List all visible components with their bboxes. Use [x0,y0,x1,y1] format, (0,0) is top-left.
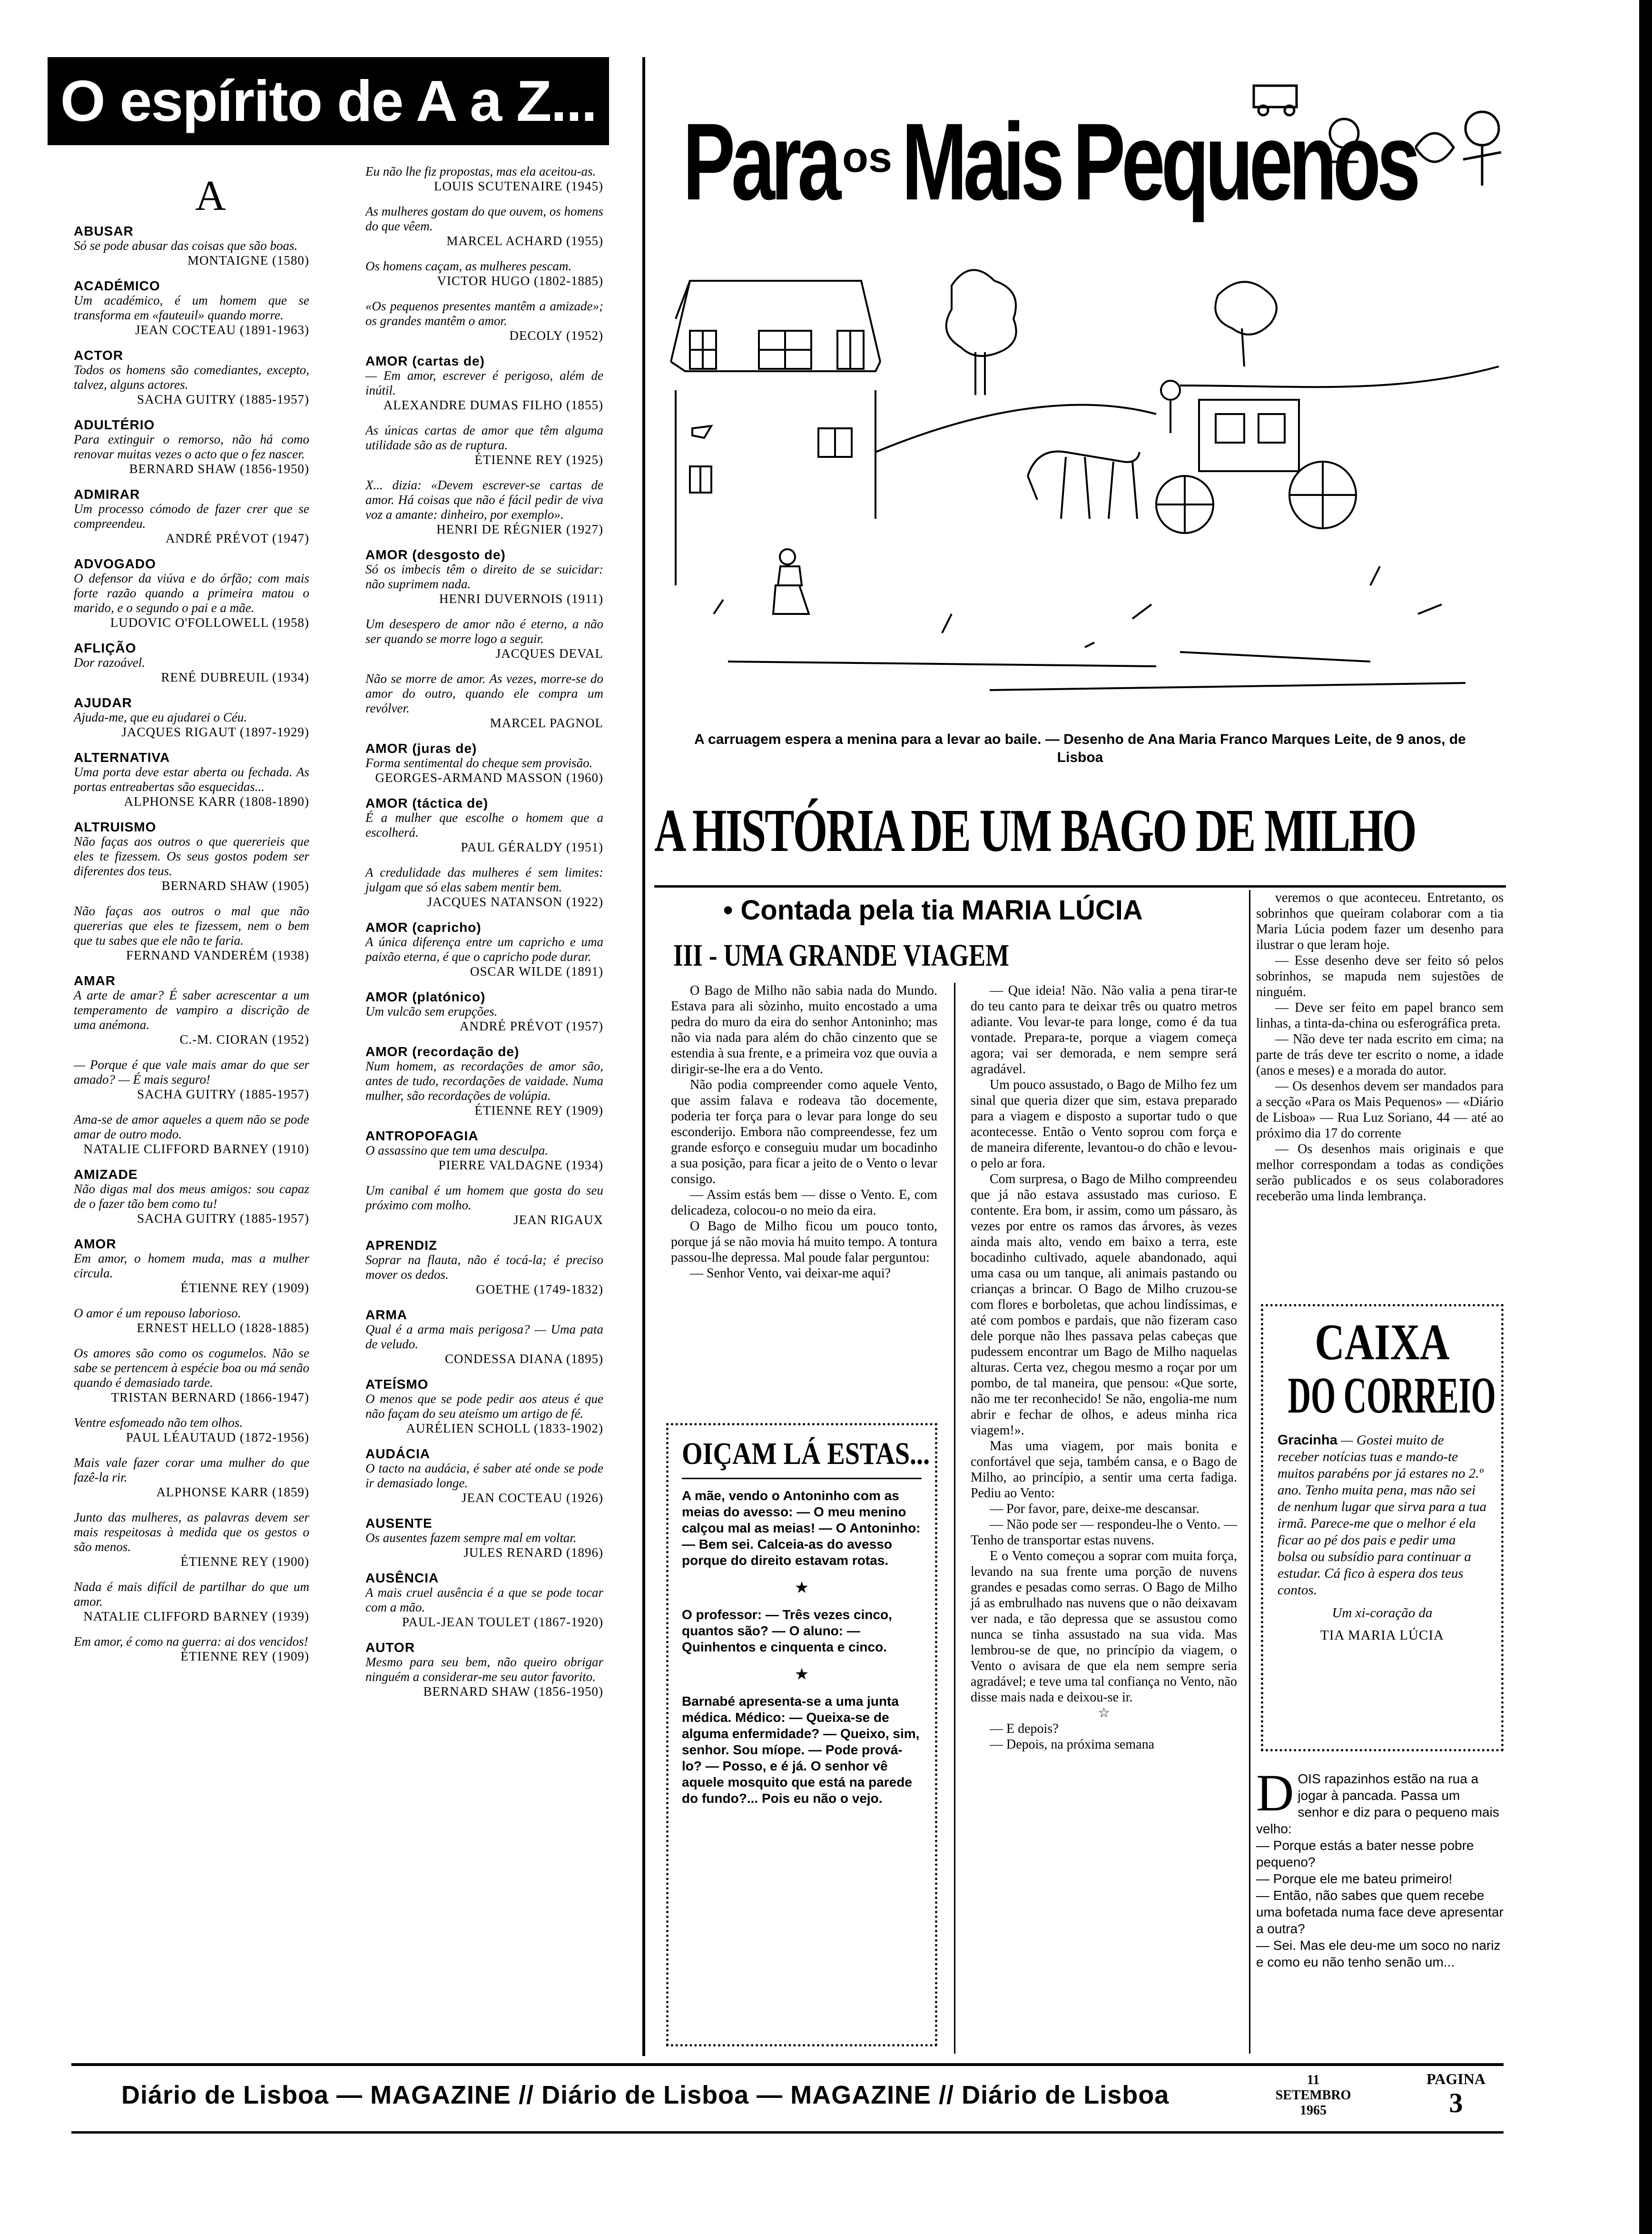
entry-heading: AMOR (juras de) [365,741,477,756]
entry-author: C.-M. CIORAN (1952) [179,1032,309,1047]
mailbox-sign-1: Um xi-coração da [1332,1605,1433,1621]
quote-entry [74,1058,309,1102]
quote-entry [74,278,309,337]
entry-heading: AFLIÇÃO [74,641,137,655]
quote-entry [365,617,603,661]
joke-line: — Porque ele me bateu primeiro! [1256,1871,1453,1886]
entry-quote: O menos que se pode pedir aos ateus é que não façam do seu ateísmo um artigo de fé. [365,1392,603,1421]
quote-entry [74,695,309,740]
quote-entry [74,1112,309,1157]
story-column-c [1256,890,1504,1204]
quote-entry [74,348,309,407]
entry-author: ANDRÉ PRÉVOT (1957) [460,1019,603,1033]
entry-author: ANDRÉ PRÉVOT (1947) [166,531,309,545]
jokes-box [666,1423,937,2046]
footer-year: 1965 [1300,2103,1327,2118]
entry-author: NATALIE CLIFFORD BARNEY (1910) [83,1142,309,1156]
entry-quote: X... dizia: «Devem escrever-se cartas de amor. Há coisas que não é fácil pedir de viva voz a amante: dinheiro, por exemplo». [365,478,603,522]
quote-entry [74,1167,309,1226]
entry-heading: AMAR [74,973,116,988]
quote-entry [74,1236,309,1295]
header-doodle [1216,76,1511,200]
entry-quote: Um canibal é um homem que gosta do seu próximo com molho. [365,1183,603,1212]
entry-heading: ADMIRAR [74,487,140,502]
entry-heading: AMIZADE [74,1167,138,1182]
quote-entry [74,641,309,685]
quote-entry [74,1634,309,1664]
entry-quote: Ama-se de amor aqueles a quem não se pode amar de outro modo. [74,1112,309,1141]
entry-heading: AMOR (recordação de) [365,1044,520,1059]
entry-author: FERNAND VANDERÉM (1938) [126,948,309,962]
entry-author: BERNARD SHAW (1905) [161,879,309,893]
quote-entry [74,1346,309,1405]
entry-author: ALPHONSE KARR (1859) [156,1485,309,1499]
entry-author: JACQUES DEVAL [495,646,603,661]
section-banner: O espírito de A a Z... [48,57,609,145]
entry-quote: Só se pode abusar das coisas que são boas. [74,238,298,253]
entry-author: JACQUES NATANSON (1922) [427,895,603,909]
quote-entry [365,1571,603,1630]
quote-entry [365,1128,603,1173]
header-word-mais: Mais [902,100,1061,223]
footer-date [1266,2073,1361,2118]
entry-quote: Forma sentimental do cheque sem provisão. [365,756,593,770]
quote-entry [74,750,309,809]
header-word-os: os [842,134,893,181]
entry-author: MONTAIGNE (1580) [187,253,309,267]
quote-column-2 [365,164,603,1710]
story-rule [654,885,1506,888]
entry-heading: ALTRUISMO [74,820,157,834]
entry-quote: Dor razoável. [74,655,145,670]
story-paragraph: — Os desenhos mais originais e que melhor correspondam a todas as condições serão publicados e os seus colaboradores receberão uma linda lembrança. [1256,1142,1504,1204]
quote-entry [74,417,309,476]
entry-quote: Não se morre de amor. As vezes, morre-se do amor do outro, quando ele compra um revólver. [365,672,603,715]
entry-quote: Qual é a arma mais perigosa? — Uma pata de veludo. [365,1322,603,1351]
entry-author: ALEXANDRE DUMAS FILHO (1855) [383,398,603,412]
quote-entry [365,299,603,343]
entry-quote: Os amores são como os cogumelos. Não se sabe se pertencem à espécie boa ou má senão quando é demasiado tarde. [74,1346,309,1390]
drawing-caption: A carruagem espera a menina para a levar ao baile. — Desenho de Ana Maria Franco Marques Leite, de 9 anos, de Lisboa [694,731,1466,765]
quote-entry [365,164,603,194]
quote-entry [74,487,309,546]
entry-author: DECOLY (1952) [509,328,603,343]
child-drawing [657,252,1504,723]
entry-author: JACQUES RIGAUT (1897-1929) [121,725,309,739]
entry-heading: AMOR (desgosto de) [365,547,506,562]
quote-entry [365,920,603,979]
quote-entry [365,259,603,288]
entry-quote: Soprar na flauta, não é tocá-la; é preciso mover os dedos. [365,1253,603,1282]
entry-author: CONDESSA DIANA (1895) [444,1352,603,1366]
entry-heading: AMOR (platónico) [365,989,486,1004]
quote-entry [365,354,603,413]
mailbox-box [1261,1304,1504,1751]
section-letter: A [195,172,226,219]
entry-quote: Todos os homens são comediantes, excepto, talvez, alguns actores. [74,363,309,392]
quote-entry [365,1307,603,1366]
entry-author: JEAN COCTEAU (1891-1963) [135,323,309,337]
story-paragraph: Mas uma viagem, por mais bonita e confortável que seja, também cansa, e o Bago de Milho, ao princípio, a sentir uma certa fadiga. Pediu ao Vento: [971,1439,1237,1501]
quote-entry [365,204,603,248]
story-paragraph: — Os desenhos devem ser mandados para a secção «Para os Mais Pequenos» — «Diário de Lisboa» — Rua Luz Soriano, 44 — até ao próximo dia 17 do corrente [1256,1079,1504,1141]
page-edge [1639,0,1652,2234]
entry-heading: AUDÁCIA [365,1446,431,1461]
story-paragraph: O Bago de Milho ficou um pouco tonto, porque já se não movia há muito tempo. A tontura passou-lhe depressa. Mal poude falar perguntou: [671,1219,937,1265]
entry-quote: Em amor, é como na guerra: ai dos vencidos! [74,1634,308,1649]
entry-heading: AUTOR [365,1640,415,1655]
entry-heading: ANTROPOFAGIA [365,1128,479,1143]
footer-masthead: Diário de Lisboa — MAGAZINE // Diário de Lisboa — MAGAZINE // Diário de Lisboa [121,2081,1170,2109]
entry-heading: AUSENTE [365,1516,433,1531]
quote-entry [365,1516,603,1560]
story-paragraph: ☆ [1098,1706,1110,1720]
mailbox-title-2: DO CORREIO [1288,1367,1496,1424]
entry-heading: AJUDAR [74,695,132,710]
entry-author: MARCEL PAGNOL [490,716,603,730]
header-word-pequenos: Pequenos [1073,100,1417,223]
entry-quote: Um académico, é um homem que se transforma em «fauteuil» quando morre. [74,293,309,322]
entry-heading: AMOR (capricho) [365,920,482,935]
entry-author: ÉTIENNE REY (1900) [180,1554,309,1569]
joke-line: — Sei. Mas ele deu-me um soco no nariz e como eu não tenho senão um... [1256,1938,1501,1969]
footer-bottom-rule [71,2131,1504,2134]
entry-author: LUDOVIC O'FOLLOWELL (1958) [110,615,309,630]
quote-entry [365,1183,603,1227]
joke-line: — Então, não sabes que quem recebe uma bofetada numa face deve apresentar a outra? [1256,1888,1504,1936]
footer-top-rule [71,2063,1504,2066]
quote-entry [74,1306,309,1335]
entry-author: PAUL-JEAN TOULET (1867-1920) [402,1615,603,1629]
entry-author: ÉTIENNE REY (1909) [180,1281,309,1295]
story-byline: • Contada pela tia MARIA LÚCIA [723,895,1143,926]
entry-quote: Um vulcão sem erupções. [365,1004,498,1018]
story-paragraph: Não podia compreender como aquele Vento, que assim falava e rodeava tão docemente, poderia ter força para o levar para longe do seu esconderijo. Embora não compreendesse, fez um grande esforço e conseguiu mudar um bocadinho a sua posição, para ficar a jeito de o Vento o levar consigo. [671,1077,937,1186]
entry-quote: Não digas mal dos meus amigos: sou capaz de o fazer tão bem como tu! [74,1182,309,1211]
entry-author: ALPHONSE KARR (1808-1890) [124,794,309,809]
entry-heading: APRENDIZ [365,1238,438,1253]
entry-quote: Só os imbecis têm o direito de se suicidar: não suprimem nada. [365,562,603,591]
entry-author: PIERRE VALDAGNE (1934) [438,1158,603,1172]
entry-author: JEAN COCTEAU (1926) [462,1491,603,1505]
entry-heading: ACADÉMICO [74,278,160,293]
entry-author: SACHA GUITRY (1885-1957) [137,1211,309,1226]
quote-entry [365,865,603,909]
entry-heading: AMOR [74,1236,117,1251]
entry-quote: As mulheres gostam do que ouvem, os homens do que vêem. [365,204,603,233]
story-divider [954,983,955,2054]
entry-quote: Mesmo para seu bem, não queiro obrigar ninguém a considerar-me seu autor favorito. [365,1655,603,1684]
entry-quote: O defensor da viúva e do órfão; com mais forte razão quando a primeira matou o marido, e o segundo o pai e a mãe. [74,571,309,615]
joke-1: A mãe, vendo o Antoninho com as meias do avesso: — O meu menino calçou mal as meias! — O Antoninho: — Bem sei. Calceia-as do avesso porque do direito estavam rotas. [682,1488,921,1568]
entry-author: VICTOR HUGO (1802-1885) [437,274,603,288]
footer-page-number: 3 [1449,2087,1463,2118]
entry-author: ÉTIENNE REY (1909) [474,1103,603,1117]
entry-heading: AUSÊNCIA [365,1571,439,1585]
story-column-a [671,983,937,1281]
story-paragraph: O Bago de Milho não sabia nada do Mundo. Estava para ali sòzinho, muito encostado a uma pedra do muro da eira do senhor Antoninho; mas não via nada para além do chão cinzento que se estendia à sua frente, e a primeira voz que ouvia a dirigir-se-lhe era a do Vento. [671,983,937,1077]
story-paragraph: — E depois? [990,1721,1059,1736]
entry-quote: Ajuda-me, que eu ajudarei o Céu. [74,710,247,724]
short-joke [1256,1764,1504,1970]
quote-entry [365,672,603,731]
entry-heading: ARMA [365,1307,407,1322]
entry-quote: Eu não lhe fiz propostas, mas ela aceitou-as. [365,164,596,178]
joke-line: OIS rapazinhos estão na rua a jogar à pancada. Passa um senhor e diz para o pequeno mais velho: [1256,1771,1499,1836]
quote-entry [365,547,603,606]
entry-heading: ACTOR [74,348,124,363]
story-paragraph: — Deve ser feito em papel branco sem linhas, a tinta-da-china ou esferográfica preta. [1256,1000,1504,1031]
story-paragraph: — Esse desenho deve ser feito só pelos sobrinhos, se mapuda nem sujestões de ninguém. [1256,953,1504,999]
entry-quote: É a mulher que escolhe o homem que a escolherá. [365,811,603,840]
entry-quote: A credulidade das mulheres é sem limites: julgam que só elas sabem mentir bem. [365,865,603,894]
entry-author: RENÉ DUBREUIL (1934) [161,670,309,684]
entry-author: JULES RENARD (1896) [463,1545,603,1560]
entry-quote: Num homem, as recordações de amor são, antes de tudo, recordações de vaidade. Numa mulher, são recordações de volúpia. [365,1059,603,1103]
entry-quote: Em amor, o homem muda, mas a mulher circula. [74,1251,309,1280]
entry-heading: AMOR (cartas de) [365,354,485,368]
entry-quote: Mais vale fazer corar uma mulher do que fazê-la rir. [74,1455,309,1484]
entry-author: BERNARD SHAW (1856-1950) [423,1684,603,1699]
quote-entry [74,1580,309,1624]
entry-author: ERNEST HELLO (1828-1885) [137,1321,309,1335]
entry-quote: O assassino que tem uma desculpa. [365,1143,548,1157]
joke-line: — Porque estás a bater nesse pobre pequeno? [1256,1838,1474,1869]
mailbox-body: — Gostei muito de receber notícias tuas e mando-te muitos parabéns por já estares no 2.º ano. Tenho muita pena, mas não sei de nenhum lugar que sirva para a tua irmã. Parece-me que o melhor é ela ficar ao pé dos pais e pedir uma bolsa ou subsídio para continuar a estudar. Cá fico à espera dos teus contos. [1278,1433,1486,1598]
jokes-rule [682,1478,922,1479]
entry-author: GEORGES-ARMAND MASSON (1960) [375,771,603,785]
entry-quote: Ventre esfomeado não tem olhos. [74,1415,243,1430]
footer-month: SETEMBRO [1275,2088,1351,2103]
entry-heading: ALTERNATIVA [74,750,170,765]
story-paragraph: E o Vento começou a soprar com muita força, levando na sua frente uma porção de nuvens grandes e pesadas como serras. O Bago de Milho já as embrulhado nas nuvens que o não deixavam ver nada, e tão depressa que se assustou como nunca se tinha assustado na sua vida. Mas lembrou-se de que, no princípio da viagem, o Vento o avisara de que ela nem sempre seria agradável; e teve uma tal confiança no Vento, não disse mais nada e deixou-se ir. [971,1549,1237,1705]
entry-quote: «Os pequenos presentes mantêm a amizade»; os grandes mantêm o amor. [365,299,603,328]
entry-quote: Nada é mais difícil de partilhar do que um amor. [74,1580,309,1609]
mailbox-title-1: CAIXA [1315,1314,1450,1371]
header-word-para: Para [683,100,837,223]
entry-author: SACHA GUITRY (1885-1957) [137,392,309,406]
quote-entry [74,820,309,893]
kids-section-header [654,76,1506,233]
quote-entry [365,1640,603,1699]
entry-quote: Não faças aos outros o mal que não quererias que eles te fizessem, nem o bem que tu sabes que ele não te faria. [74,904,309,948]
mailbox-sign-2: TIA MARIA LÚCIA [1320,1628,1444,1643]
entry-quote: Um processo cómodo de fazer crer que se compreendeu. [74,502,309,531]
story-paragraph: Um pouco assustado, o Bago de Milho fez um sinal que queria dizer que sim, estava preparado para a viagem e disposto a suportar tudo o que acontecesse. Então o Vento soprou com força e de maneira diferente, levantou-o do chão e levou-o pelo ar fora. [971,1077,1237,1171]
entry-author: ÉTIENNE REY (1909) [180,1649,309,1663]
entry-author: ÉTIENNE REY (1925) [474,453,603,467]
entry-quote: Não faças aos outros o que quererieis que eles te fizessem. Os seus gostos podem ser diferentes dos teus. [74,834,309,878]
entry-author: HENRI DUVERNOIS (1911) [439,592,603,606]
mailbox-letter [1278,1432,1487,1599]
quote-entry [365,989,603,1034]
star-separator: ★ [794,1579,809,1597]
story-chapter: III - UMA GRANDE VIAGEM [673,938,1009,973]
quote-entry [74,224,309,268]
entry-author: NATALIE CLIFFORD BARNEY (1939) [83,1609,309,1623]
story-paragraph: — Não deve ter nada escrito em cima; na parte de trás deve ter escrito o nome, a idade (anos e meses) e a morada do autor. [1256,1032,1504,1078]
story-paragraph: Com surpresa, o Bago de Milho compreendeu que já não estava assustado mas curioso. E contente. Era bom, ir assim, como um pássaro, às vezes por entre os ramos das árvores, às vezes ainda mais alto, vendo em baixo a terra, este bocadinho cultivado, aquele abandonado, aqui uma casa ou um tanque, ali animais pastando ou crianças a brincar. O Bago de Milho cruzou-se com flores e borboletas, que achou lindíssimas, e até com pombos e pardais, que não fizeram caso dele porque não lhes passava pelas cabeças que pudessem encontrar um Bago de Milho naquelas alturas. Certa vez, chegou mesmo a roçar por um pombo, de tal maneira, que pensou: «Que sorte, não me ter reconhecido! Se não, engolia-me num abrir e fechar de olhos, e adeus minha rica viagem!». [971,1172,1237,1438]
footer-day: 11 [1307,2073,1320,2087]
entry-heading: ATEÍSMO [365,1377,429,1392]
quote-entry [365,423,603,467]
entry-quote: As únicas cartas de amor que têm alguma utilidade são as de ruptura. [365,423,603,452]
dropcap: D [1256,1764,1294,1822]
story-paragraph: — Depois, na próxima semana [990,1737,1155,1752]
story-divider-right [1249,890,1250,2054]
quote-entry [74,1510,309,1569]
column-divider [642,57,645,2056]
quote-entry [365,796,603,855]
joke-3: Barnabé apresenta-se a uma junta médica. Médico: — Queixa-se de alguma enfermidade? — Queixo, sim, senhor. Sou míope. — Pode prová-lo? — Posso, e é já. O senhor vê aquele mosquito que está na parede do fundo?... Pois eu não o vejo. [682,1694,920,1806]
entry-quote: — Em amor, escrever é perigoso, além de inútil. [365,368,603,397]
entry-quote: A arte de amar? É saber acrescentar a um temperamento de vampiro a discrição de uma anémona. [74,988,309,1032]
entry-quote: A mais cruel ausência é a que se pode tocar com a mão. [365,1585,603,1614]
entry-quote: A única diferença entre um capricho e uma paixão eterna, é que o capricho pode durar. [365,935,603,964]
footer-page [1408,2070,1504,2118]
entry-author: TRISTAN BERNARD (1866-1947) [111,1390,309,1404]
entry-heading: AMOR (táctica de) [365,796,489,811]
jokes-box-title: OIÇAM LÁ ESTAS... [682,1436,930,1471]
carriage-drawing [657,252,1504,723]
quote-entry [74,973,309,1047]
entry-quote: Os ausentes fazem sempre mal em voltar. [365,1531,577,1545]
quote-entry [74,1415,309,1445]
star-separator: ★ [794,1666,809,1683]
quote-column-1 [74,224,309,1674]
entry-author: GOETHE (1749-1832) [476,1282,603,1296]
entry-quote: O amor é um repouso laborioso. [74,1306,241,1320]
entry-quote: — Porque é que vale mais amar do que ser amado? — É mais seguro! [74,1058,309,1087]
entry-author: MARCEL ACHARD (1955) [446,234,603,248]
entry-quote: O tacto na audácia, é saber até onde se pode ir demasiado longe. [365,1461,603,1490]
entry-author: OSCAR WILDE (1891) [470,964,603,979]
footer-page-label: PAGINA [1426,2070,1485,2087]
entry-author: HENRI DE RÉGNIER (1927) [436,522,603,536]
story-paragraph: veremos o que aconteceu. Entretanto, os sobrinhos que queiram colaborar com a tia Maria Lúcia podem fazer um desenho para ilustrar o que leram hoje. [1256,890,1504,952]
entry-author: SACHA GUITRY (1885-1957) [137,1087,309,1101]
entry-author: JEAN RIGAUX [513,1213,603,1227]
entry-author: LOUIS SCUTENAIRE (1945) [434,179,603,193]
entry-heading: ABUSAR [74,224,134,238]
entry-quote: Os homens caçam, as mulheres pescam. [365,259,572,273]
quote-entry [74,904,309,963]
entry-quote: Junto das mulheres, as palavras devem ser mais respeitosas à medida que os gestos o são menos. [74,1510,309,1554]
entry-author: PAUL GÉRALDY (1951) [461,840,603,854]
joke-2: O professor: — Três vezes cinco, quantos são? — O aluno: — Quinhentos e cinquenta e cinco. [682,1607,892,1654]
entry-quote: Para extinguir o remorso, não há como renovar muitas vezes o acto que o fez nascer. [74,432,309,461]
story-column-b [971,983,1237,1752]
story-paragraph: — Assim estás bem — disse o Vento. E, com delicadeza, colocou-o no meio da eira. [671,1187,937,1218]
entry-quote: Uma porta deve estar aberta ou fechada. As portas entreabertas são esquecidas... [74,765,309,794]
story-paragraph: — Não pode ser — respondeu-lhe o Vento. — Tenho de transportar estas nuvens. [971,1517,1237,1548]
story-paragraph: — Que ideia! Não. Não valia a pena tirar-te do teu canto para te deixar três ou quatro metros adiante. Vou levar-te para longe, como é da tua vontade. Prepara-te, porque a viagem começa agora; vai ser demorada, e nem sempre será agradável. [971,983,1237,1077]
entry-quote: Um desespero de amor não é eterno, a não ser quando se morre logo a seguir. [365,617,603,646]
quote-entry [74,556,309,630]
quote-entry [365,1044,603,1118]
story-title: A HISTÓRIA DE UM BAGO DE MILHO [654,797,1416,864]
entry-author: AURÉLIEN SCHOLL (1833-1902) [406,1421,603,1435]
quote-entry [365,1446,603,1505]
mailbox-recipient: Gracinha [1278,1433,1337,1448]
quote-entry [365,741,603,785]
entry-heading: ADVOGADO [74,556,156,571]
quote-entry [365,478,603,537]
quote-entry [365,1377,603,1436]
story-paragraph: — Por favor, pare, deixe-me descansar. [990,1502,1200,1516]
story-paragraph: — Senhor Vento, vai deixar-me aqui? [690,1266,891,1281]
quote-entry [365,1238,603,1297]
entry-author: PAUL LÉAUTAUD (1872-1956) [126,1430,309,1444]
entry-heading: ADULTÉRIO [74,417,155,432]
entry-author: BERNARD SHAW (1856-1950) [129,462,309,476]
quote-entry [74,1455,309,1500]
